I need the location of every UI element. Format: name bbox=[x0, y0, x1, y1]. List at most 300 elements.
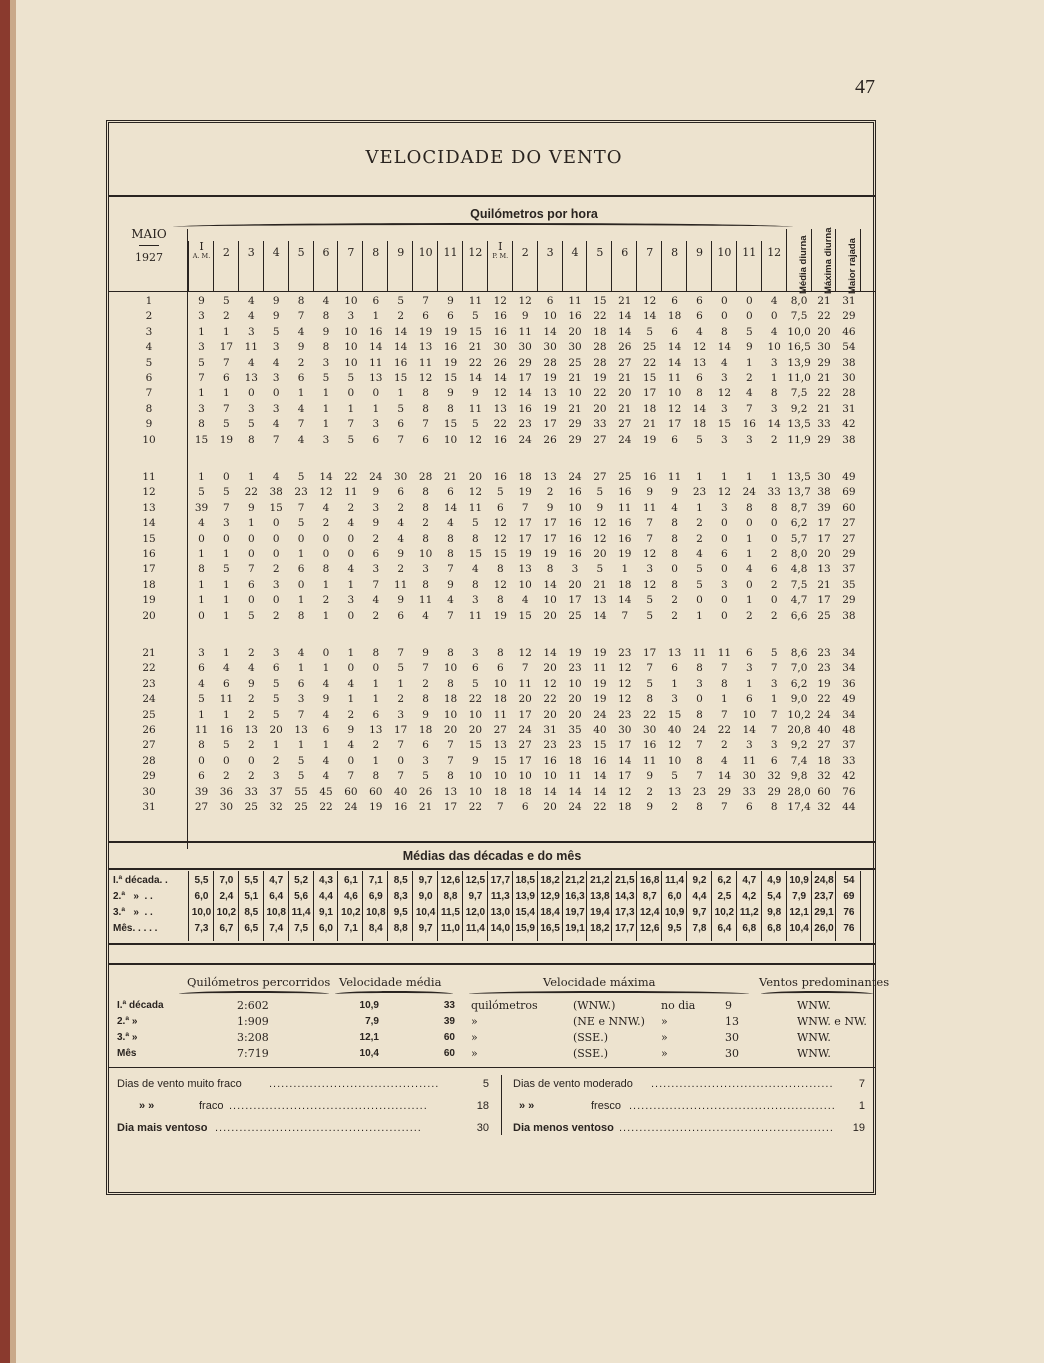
summary-header-max-speed: Velocidade máxima bbox=[543, 975, 656, 989]
wind-speed-cell: 19 bbox=[518, 486, 532, 499]
means-cell: 4,7 bbox=[269, 875, 284, 886]
wind-speed-cell: 14 bbox=[717, 770, 732, 783]
wind-speed-cell: 8 bbox=[447, 548, 454, 560]
wind-speed-cell: 12 bbox=[319, 486, 333, 499]
wind-speed-cell: 16 bbox=[493, 471, 507, 483]
wind-speed-cell: 14 bbox=[618, 325, 632, 338]
wind-speed-cell: 10 bbox=[767, 341, 781, 354]
wind-speed-cell: 6 bbox=[496, 662, 504, 675]
wind-speed-cell: 9,2 bbox=[790, 739, 808, 752]
summary-avg-value: 10,9 bbox=[359, 1000, 379, 1011]
wind-speed-cell: 14 bbox=[593, 785, 607, 798]
wind-speed-cell: 8 bbox=[372, 647, 380, 659]
wind-speed-cell: 0 bbox=[198, 532, 205, 545]
wind-speed-cell: 4 bbox=[472, 563, 479, 576]
wind-speed-cell: 2 bbox=[721, 739, 728, 752]
wind-speed-cell: 8 bbox=[546, 563, 554, 576]
wind-speed-cell: 23 bbox=[543, 739, 557, 752]
wind-speed-cell: 9 bbox=[372, 486, 380, 499]
wind-speed-cell: 0 bbox=[223, 532, 230, 545]
wind-speed-cell: 9 bbox=[472, 387, 479, 400]
wind-speed-cell: 12 bbox=[543, 677, 557, 690]
wind-speed-cell: 10 bbox=[468, 785, 483, 798]
wind-speed-cell: 0 bbox=[372, 662, 380, 675]
wind-speed-cell: 20 bbox=[543, 708, 557, 721]
wind-speed-cell: 5 bbox=[646, 594, 654, 607]
wind-speed-cell: 15 bbox=[468, 548, 483, 560]
header-column-divider bbox=[437, 241, 438, 291]
wind-speed-cell: 2 bbox=[770, 433, 778, 446]
wind-speed-cell: 20 bbox=[817, 325, 831, 338]
wind-speed-cell: 4 bbox=[247, 310, 255, 323]
summary-row bbox=[113, 1015, 873, 1029]
footer-leader-dots: ..................................................... bbox=[619, 1122, 834, 1134]
wind-speed-cell: 38 bbox=[842, 356, 856, 369]
wind-speed-cell: 7 bbox=[521, 501, 529, 514]
wind-speed-cell: 5 bbox=[297, 517, 305, 530]
wind-speed-cell: 4 bbox=[297, 433, 305, 446]
means-cell: 21,2 bbox=[590, 875, 610, 886]
hour-label: 7 bbox=[347, 246, 355, 259]
wind-speed-cell: 1 bbox=[347, 402, 355, 415]
wind-speed-cell: 6 bbox=[422, 310, 429, 323]
wind-speed-cell: 1 bbox=[372, 402, 380, 415]
means-cell: 12,6 bbox=[639, 923, 660, 934]
day-label: 5 bbox=[145, 356, 153, 369]
wind-speed-cell: 20 bbox=[468, 724, 483, 736]
means-column-divider bbox=[786, 871, 787, 941]
wind-speed-cell: 9 bbox=[247, 501, 255, 514]
pm-marker: P. M. bbox=[492, 252, 509, 260]
means-cell: 5,5 bbox=[244, 875, 259, 886]
wind-speed-cell: 7 bbox=[770, 662, 778, 675]
wind-speed-cell: 1 bbox=[198, 325, 205, 338]
wind-speed-cell: 1 bbox=[272, 739, 280, 752]
wind-speed-cell: 0 bbox=[770, 310, 778, 323]
wind-speed-cell: 6 bbox=[696, 372, 703, 384]
hour-column-header bbox=[363, 247, 388, 258]
wind-speed-cell: 10 bbox=[667, 754, 682, 767]
wind-speed-cell: 0 bbox=[297, 578, 305, 591]
footer-leader-dots: .......................................... bbox=[269, 1078, 440, 1090]
means-cell: 9,7 bbox=[418, 923, 433, 934]
wind-speed-cell: 5,7 bbox=[790, 532, 808, 545]
wind-speed-cell: 7 bbox=[422, 295, 429, 307]
wind-speed-cell: 19 bbox=[443, 356, 458, 369]
day-label: 8 bbox=[145, 402, 153, 415]
wind-speed-cell: 8 bbox=[422, 578, 429, 591]
wind-speed-cell: 14 bbox=[568, 785, 582, 798]
header-column-divider bbox=[761, 241, 762, 291]
wind-speed-cell: 24 bbox=[817, 708, 831, 721]
means-cell: 11,4 bbox=[665, 875, 685, 886]
hour-label: 9 bbox=[397, 246, 405, 259]
means-cell: 12,5 bbox=[465, 875, 486, 886]
wind-speed-cell: 19 bbox=[543, 372, 557, 384]
means-column-divider bbox=[537, 871, 538, 941]
day-label: 15 bbox=[142, 532, 156, 545]
means-column-divider bbox=[835, 871, 836, 941]
means-cell: 5,1 bbox=[244, 891, 259, 902]
wind-speed-cell: 9,0 bbox=[790, 693, 808, 706]
wind-speed-cell: 1 bbox=[247, 471, 255, 483]
wind-speed-cell: 30 bbox=[817, 341, 831, 354]
wind-speed-cell: 6 bbox=[223, 372, 230, 384]
wind-speed-cell: 10 bbox=[468, 770, 483, 783]
means-cell: 4,6 bbox=[343, 891, 358, 902]
means-cell: 9,7 bbox=[692, 907, 707, 918]
wind-speed-cell: 7 bbox=[447, 739, 454, 752]
wind-speed-cell: 40 bbox=[394, 785, 408, 798]
means-cell: 9,7 bbox=[468, 891, 483, 902]
wind-speed-cell: 2 bbox=[297, 356, 305, 369]
wind-speed-cell: 1 bbox=[745, 677, 753, 690]
wind-speed-cell: 14 bbox=[593, 609, 607, 622]
day-label: 13 bbox=[142, 501, 156, 514]
summary-max-day-label: » bbox=[661, 1015, 668, 1028]
wind-speed-cell: 14 bbox=[692, 402, 707, 415]
wind-speed-cell: 0 bbox=[272, 594, 280, 607]
wind-speed-cell: 33 bbox=[244, 785, 258, 798]
wind-speed-cell: 18 bbox=[518, 471, 532, 483]
means-cell: 9,1 bbox=[319, 907, 333, 918]
wind-speed-cell: 16 bbox=[618, 486, 632, 499]
means-column-divider bbox=[263, 871, 264, 941]
means-cell: 12,9 bbox=[540, 891, 560, 902]
wind-speed-cell: 6 bbox=[397, 418, 405, 431]
wind-speed-cell: 13 bbox=[493, 402, 507, 415]
wind-speed-cell: 13,5 bbox=[787, 418, 811, 431]
wind-speed-cell: 37 bbox=[842, 563, 856, 576]
day-label: 24 bbox=[142, 693, 156, 706]
header-column-divider bbox=[711, 241, 712, 291]
wind-speed-cell: 16 bbox=[568, 486, 582, 499]
wind-speed-cell: 7 bbox=[696, 739, 703, 752]
title-rule bbox=[109, 195, 875, 197]
wind-speed-cell: 12 bbox=[518, 647, 532, 659]
wind-speed-cell: 8 bbox=[671, 517, 678, 530]
footer-leader-dots: ............................................. bbox=[651, 1078, 834, 1090]
summary-header-winds-underline bbox=[761, 991, 873, 997]
header-column-divider bbox=[636, 241, 637, 291]
wind-speed-cell: 13 bbox=[369, 372, 383, 384]
wind-speed-cell: 2 bbox=[397, 310, 405, 323]
wind-speed-cell: 3 bbox=[198, 402, 205, 415]
wind-speed-cell: 22 bbox=[468, 801, 483, 813]
wind-speed-cell: 1 bbox=[671, 677, 678, 690]
wind-speed-cell: 0 bbox=[198, 609, 205, 622]
wind-speed-cell: 4 bbox=[272, 418, 280, 431]
wind-speed-cell: 15 bbox=[468, 325, 483, 338]
wind-speed-cell: 5 bbox=[223, 739, 230, 752]
wind-speed-cell: 2 bbox=[247, 739, 255, 752]
wind-speed-cell: 8 bbox=[198, 563, 205, 576]
wind-speed-cell: 6 bbox=[745, 693, 753, 706]
wind-speed-cell: 19 bbox=[593, 693, 607, 706]
wind-speed-cell: 1 bbox=[223, 609, 230, 622]
wind-speed-cell: 14 bbox=[543, 578, 557, 591]
wind-speed-cell: 21 bbox=[817, 295, 831, 307]
wind-speed-cell: 5 bbox=[297, 471, 305, 483]
summary-row-label: Mês bbox=[117, 1048, 137, 1059]
wind-speed-cell: 27 bbox=[194, 801, 209, 813]
wind-speed-cell: 8 bbox=[447, 770, 454, 783]
means-cell: 8,5 bbox=[244, 907, 259, 918]
wind-speed-cell: 7 bbox=[223, 356, 230, 369]
wind-speed-cell: 3 bbox=[297, 693, 305, 706]
summary-header-max-underline bbox=[469, 991, 749, 997]
wind-speed-cell: 16,5 bbox=[787, 341, 811, 354]
hour-column-header bbox=[264, 247, 289, 258]
wind-speed-cell: 3 bbox=[770, 402, 778, 415]
means-cell: 16,8 bbox=[639, 875, 660, 886]
wind-speed-cell: 29 bbox=[842, 594, 856, 607]
wind-speed-cell: 16 bbox=[543, 754, 557, 767]
wind-speed-cell: 2 bbox=[696, 517, 703, 530]
wind-speed-cell: 20 bbox=[593, 548, 607, 560]
summary-row-label: 3.ª » bbox=[117, 1032, 138, 1043]
wind-speed-cell: 5 bbox=[596, 563, 604, 576]
hour-column-header bbox=[538, 247, 563, 258]
wind-speed-cell: 4 bbox=[696, 325, 703, 338]
summary-avg-value: 12,1 bbox=[359, 1032, 379, 1043]
wind-speed-cell: 27 bbox=[593, 471, 607, 483]
wind-speed-cell: 14 bbox=[394, 341, 408, 354]
wind-speed-cell: 44 bbox=[842, 801, 856, 813]
means-cell: 4,2 bbox=[742, 891, 757, 902]
wind-speed-cell: 0 bbox=[770, 594, 778, 607]
wind-speed-cell: 18 bbox=[643, 402, 657, 415]
wind-speed-cell: 8 bbox=[696, 387, 703, 400]
wind-speed-cell: 22 bbox=[817, 387, 831, 400]
means-column-divider bbox=[337, 871, 338, 941]
wind-speed-cell: 21 bbox=[568, 372, 582, 384]
wind-speed-cell: 10 bbox=[568, 387, 582, 400]
means-cell: 8,8 bbox=[393, 923, 408, 934]
wind-speed-cell: 0 bbox=[696, 693, 703, 706]
wind-speed-cell: 5 bbox=[646, 325, 654, 338]
wind-speed-cell: 1 bbox=[322, 418, 330, 431]
means-cell: 7,4 bbox=[269, 923, 284, 934]
wind-speed-cell: 6,6 bbox=[790, 609, 808, 622]
wind-speed-cell: 4,8 bbox=[790, 563, 808, 576]
wind-speed-cell: 17 bbox=[643, 647, 657, 659]
wind-speed-cell: 11 bbox=[518, 677, 532, 690]
means-cell: 10,4 bbox=[415, 907, 436, 918]
wind-speed-cell: 15 bbox=[518, 609, 532, 622]
wind-speed-cell: 17 bbox=[443, 801, 458, 813]
wind-speed-cell: 8 bbox=[496, 594, 504, 607]
wind-speed-cell: 6 bbox=[696, 295, 703, 307]
wind-speed-cell: 0 bbox=[745, 517, 753, 530]
wind-speed-cell: 4 bbox=[745, 387, 753, 400]
summary-row-label: I.ª década bbox=[117, 1000, 164, 1011]
wind-speed-cell: 14 bbox=[543, 647, 557, 659]
wind-speed-cell: 9 bbox=[347, 724, 355, 736]
wind-speed-cell: 14 bbox=[717, 341, 732, 354]
means-cell: 7,5 bbox=[294, 923, 309, 934]
wind-speed-cell: 4 bbox=[372, 594, 380, 607]
wind-speed-cell: 0 bbox=[721, 609, 728, 622]
header-column-divider bbox=[188, 241, 189, 291]
wind-speed-cell: 7 bbox=[223, 501, 230, 514]
wind-speed-cell: 6,2 bbox=[790, 677, 808, 690]
wind-speed-cell: 2 bbox=[770, 578, 778, 591]
hour-column-header bbox=[662, 247, 687, 258]
wind-speed-cell: 30 bbox=[493, 341, 507, 354]
wind-speed-cell: 2 bbox=[322, 594, 330, 607]
wind-speed-cell: 1 bbox=[297, 739, 305, 752]
wind-speed-cell: 4 bbox=[297, 402, 305, 415]
wind-speed-cell: 2 bbox=[671, 594, 678, 607]
wind-speed-cell: 15 bbox=[468, 739, 483, 752]
wind-speed-cell: 5 bbox=[696, 563, 703, 576]
wind-speed-cell: 9 bbox=[372, 517, 380, 530]
wind-speed-cell: 22 bbox=[468, 693, 483, 706]
wind-speed-cell: 10 bbox=[418, 548, 433, 560]
wind-speed-cell: 3 bbox=[721, 372, 728, 384]
means-column-divider bbox=[811, 871, 812, 941]
means-column-divider bbox=[736, 871, 737, 941]
summary-header-avg-speed: Velocidade média bbox=[339, 975, 442, 989]
wind-speed-cell: 0 bbox=[347, 609, 355, 622]
wind-speed-cell: 38 bbox=[842, 433, 856, 446]
header-column-divider bbox=[686, 241, 687, 291]
wind-speed-cell: 6 bbox=[297, 677, 305, 690]
footer-weak-ditto: » » bbox=[139, 1100, 155, 1112]
footer-very-weak-label: Dias de vento muito fraco bbox=[117, 1078, 242, 1090]
wind-speed-cell: 17 bbox=[817, 594, 831, 607]
wind-speed-cell: 16 bbox=[568, 310, 582, 323]
wind-speed-cell: 11 bbox=[667, 372, 682, 384]
wind-speed-cell: 1 bbox=[223, 594, 230, 607]
wind-speed-cell: 32 bbox=[817, 801, 831, 813]
hour-column-header bbox=[587, 247, 612, 258]
wind-speed-cell: 23 bbox=[817, 647, 831, 659]
wind-speed-cell: 8 bbox=[696, 801, 703, 813]
means-cell: 10,8 bbox=[366, 907, 386, 918]
means-cell: 76 bbox=[843, 923, 855, 934]
wind-speed-cell: 7,5 bbox=[790, 387, 808, 400]
wind-speed-cell: 10 bbox=[667, 387, 682, 400]
wind-speed-cell: 1 bbox=[198, 471, 205, 483]
hour-label: I bbox=[199, 240, 204, 253]
wind-speed-cell: 13 bbox=[667, 785, 682, 798]
means-cell: 17,7 bbox=[615, 923, 635, 934]
wind-speed-cell: 8 bbox=[696, 708, 703, 721]
wind-speed-cell: 9 bbox=[322, 693, 330, 706]
wind-speed-cell: 2 bbox=[247, 647, 255, 659]
footer-calmest-label: Dia menos ventoso bbox=[513, 1122, 614, 1134]
wind-speed-cell: 19 bbox=[518, 548, 532, 560]
wind-speed-cell: 8 bbox=[721, 325, 728, 338]
means-cell: 6,0 bbox=[319, 923, 333, 934]
wind-speed-cell: 20 bbox=[618, 387, 632, 400]
hour-label: 2 bbox=[222, 246, 230, 259]
wind-speed-cell: 17 bbox=[219, 341, 234, 354]
wind-speed-cell: 3 bbox=[322, 356, 330, 369]
wind-speed-cell: 12 bbox=[593, 532, 607, 545]
wind-speed-cell: 1 bbox=[372, 677, 380, 690]
wind-speed-cell: 15 bbox=[394, 372, 408, 384]
wind-speed-cell: 1 bbox=[223, 548, 230, 560]
wind-speed-cell: 14 bbox=[543, 325, 557, 338]
wind-speed-cell: 1 bbox=[770, 372, 778, 384]
wind-speed-cell: 5 bbox=[745, 325, 753, 338]
wind-speed-cell: 3 bbox=[472, 647, 479, 659]
wind-speed-cell: 20 bbox=[543, 801, 557, 813]
wind-speed-cell: 8,6 bbox=[790, 647, 808, 659]
means-cell: 14,3 bbox=[615, 891, 635, 902]
wind-speed-cell: 1 bbox=[696, 471, 703, 483]
wind-speed-cell: 17 bbox=[394, 724, 408, 736]
header-column-divider bbox=[362, 241, 363, 291]
means-column-divider bbox=[288, 871, 289, 941]
wind-speed-cell: 1 bbox=[322, 662, 330, 675]
wind-speed-cell: 11 bbox=[244, 341, 258, 354]
wind-speed-cell: 6 bbox=[272, 662, 280, 675]
wind-speed-cell: 20 bbox=[443, 724, 458, 736]
wind-speed-cell: 0 bbox=[721, 295, 728, 307]
wind-speed-cell: 11 bbox=[394, 578, 408, 591]
wind-speed-cell: 10 bbox=[344, 341, 358, 354]
wind-speed-cell: 17 bbox=[618, 739, 632, 752]
wind-speed-cell: 34 bbox=[842, 708, 856, 721]
wind-speed-cell: 24 bbox=[518, 724, 532, 736]
wind-speed-cell: 18 bbox=[418, 724, 433, 736]
wind-speed-cell: 20 bbox=[568, 578, 582, 591]
wind-speed-cell: 1 bbox=[297, 548, 305, 560]
wind-speed-cell: 16 bbox=[568, 548, 582, 560]
wind-speed-cell: 5 bbox=[646, 609, 654, 622]
wind-speed-cell: 2 bbox=[372, 532, 380, 545]
wind-speed-cell: 16 bbox=[618, 517, 632, 530]
means-column-divider bbox=[487, 871, 488, 941]
wind-speed-cell: 14 bbox=[667, 341, 682, 354]
wind-speed-cell: 4 bbox=[347, 677, 355, 690]
wind-speed-cell: 30 bbox=[518, 341, 532, 354]
wind-speed-cell: 9,2 bbox=[790, 402, 808, 415]
wind-speed-cell: 18 bbox=[493, 693, 507, 706]
wind-speed-cell: 2 bbox=[671, 801, 678, 813]
wind-speed-cell: 19 bbox=[369, 801, 383, 813]
wind-speed-cell: 6 bbox=[198, 662, 205, 675]
wind-speed-cell: 7 bbox=[646, 532, 654, 545]
means-column-divider bbox=[611, 871, 612, 941]
summary-prevailing-wind: WNW. e NW. bbox=[797, 1015, 867, 1028]
wind-speed-cell: 6 bbox=[198, 770, 205, 783]
hour-column-header bbox=[762, 247, 787, 258]
wind-speed-cell: 11 bbox=[369, 356, 383, 369]
header-column-divider bbox=[462, 241, 463, 291]
wind-speed-cell: 2 bbox=[247, 693, 255, 706]
hour-column-header bbox=[637, 247, 662, 258]
wind-speed-cell: 22 bbox=[817, 693, 831, 706]
wind-speed-cell: 9 bbox=[297, 341, 305, 354]
wind-speed-cell: 3 bbox=[372, 501, 380, 514]
wind-speed-cell: 42 bbox=[842, 770, 856, 783]
wind-speed-cell: 10 bbox=[443, 662, 458, 675]
means-cell: 8,4 bbox=[368, 923, 383, 934]
wind-speed-cell: 3 bbox=[721, 433, 728, 446]
means-cell: 18,2 bbox=[540, 875, 560, 886]
means-column-divider bbox=[661, 871, 662, 941]
wind-speed-cell: 0 bbox=[347, 387, 355, 400]
hour-label: 3 bbox=[247, 246, 255, 259]
wind-speed-cell: 4 bbox=[272, 471, 280, 483]
page-title: VELOCIDADE DO VENTO bbox=[365, 147, 623, 168]
wind-speed-cell: 7 bbox=[496, 801, 504, 813]
